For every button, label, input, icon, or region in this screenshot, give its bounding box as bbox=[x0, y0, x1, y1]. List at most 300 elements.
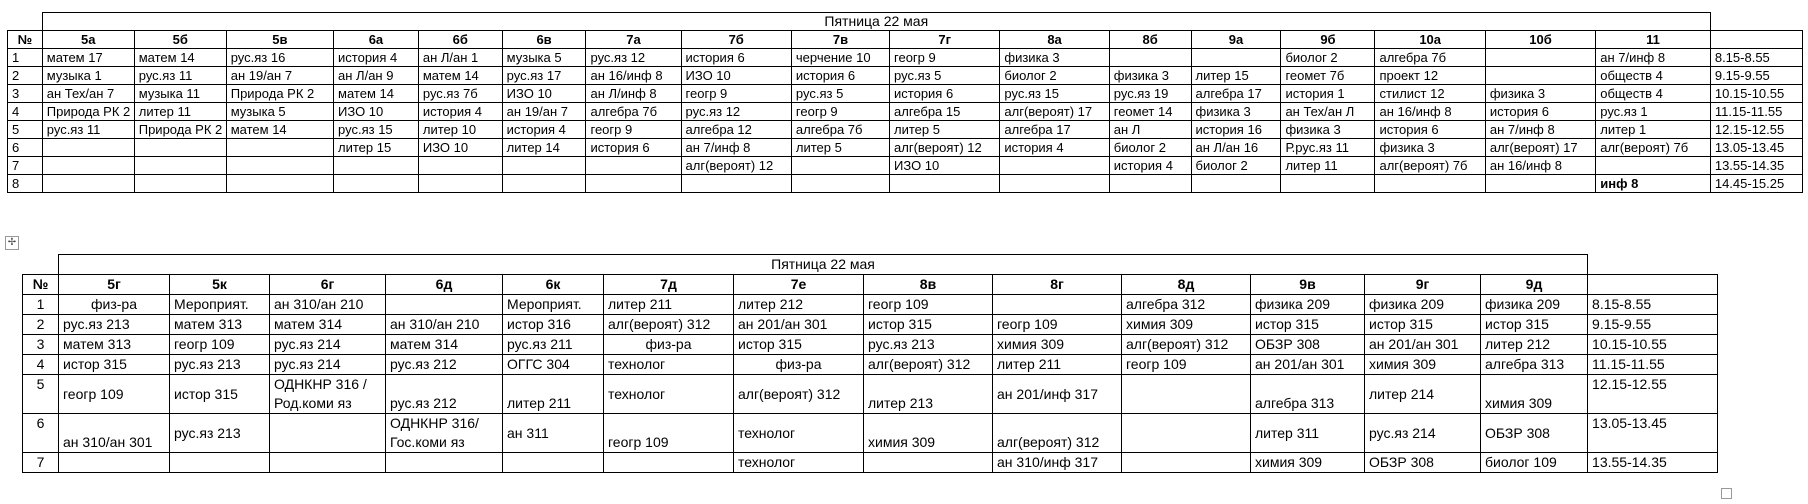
lesson-cell[interactable]: ОДНКНР 316/ Гос.коми яз bbox=[386, 414, 503, 453]
header-class-7а: 7а bbox=[586, 31, 681, 49]
lesson-cell[interactable]: химия 309 bbox=[864, 414, 993, 453]
lesson-cell[interactable] bbox=[1122, 375, 1251, 414]
lesson-cell[interactable]: алгебра 312 bbox=[1122, 295, 1251, 315]
lesson-cell[interactable]: ан 7/инф 8 bbox=[681, 139, 791, 157]
lesson-cell[interactable]: рус.яз 12 bbox=[586, 49, 681, 67]
lesson-cell[interactable]: литер 214 bbox=[1365, 375, 1481, 414]
lesson-cell[interactable]: обществ 4 bbox=[1596, 85, 1711, 103]
lesson-cell[interactable]: физика 3 bbox=[1000, 49, 1109, 67]
lesson-cell[interactable]: литер 212 bbox=[734, 295, 864, 315]
lesson-cell[interactable]: матем 313 bbox=[59, 335, 170, 355]
lesson-number[interactable]: 6 bbox=[8, 139, 43, 157]
table-title: Пятница 22 мая bbox=[42, 13, 1710, 31]
lesson-cell[interactable] bbox=[681, 175, 791, 193]
lesson-cell[interactable]: истор 316 bbox=[503, 315, 604, 335]
lesson-cell[interactable] bbox=[226, 175, 333, 193]
lesson-cell[interactable]: рус.яз 19 bbox=[1109, 85, 1191, 103]
lesson-cell[interactable]: геогр 9 bbox=[791, 103, 889, 121]
lesson-cell[interactable] bbox=[502, 157, 586, 175]
header-class-9в: 9в bbox=[1251, 275, 1365, 295]
lesson-cell[interactable]: история 1 bbox=[1281, 85, 1375, 103]
lesson-cell[interactable]: физика 3 bbox=[1281, 121, 1375, 139]
table-row bbox=[23, 335, 1718, 355]
lesson-cell[interactable]: ОГГС 304 bbox=[503, 355, 604, 375]
lesson-cell[interactable]: технолог bbox=[734, 453, 864, 473]
lesson-cell[interactable]: история 4 bbox=[1000, 139, 1109, 157]
lesson-cell[interactable]: литер 1 bbox=[1596, 121, 1711, 139]
lesson-cell[interactable]: химия 309 bbox=[1481, 375, 1588, 414]
lesson-cell[interactable]: рус.яз 214 bbox=[1365, 414, 1481, 453]
lesson-cell[interactable]: ан 201/ан 301 bbox=[734, 315, 864, 335]
lesson-cell[interactable]: литер 5 bbox=[890, 121, 1000, 139]
lesson-cell[interactable]: матем 314 bbox=[270, 315, 386, 335]
lesson-cell[interactable]: алг(вероят) 312 bbox=[1122, 335, 1251, 355]
table-row bbox=[8, 85, 1803, 103]
lesson-time[interactable]: 13.55-14.35 bbox=[1588, 453, 1718, 473]
lesson-cell[interactable]: рус.яз 213 bbox=[170, 355, 270, 375]
lesson-cell[interactable]: ИЗО 10 bbox=[334, 103, 419, 121]
title-spacer bbox=[1588, 255, 1718, 275]
lesson-cell[interactable]: истор 315 bbox=[1481, 315, 1588, 335]
lesson-cell[interactable]: биолог 2 bbox=[1000, 67, 1109, 85]
lesson-cell[interactable]: литер 311 bbox=[1251, 414, 1365, 453]
lesson-cell[interactable]: Природа РК 2 bbox=[134, 121, 226, 139]
lesson-cell[interactable]: история 4 bbox=[334, 49, 419, 67]
lesson-cell[interactable]: геогр 109 bbox=[59, 375, 170, 414]
lesson-cell[interactable]: матем 14 bbox=[226, 121, 333, 139]
lesson-cell[interactable]: геогр 109 bbox=[993, 315, 1122, 335]
lesson-cell[interactable]: истор 315 bbox=[170, 375, 270, 414]
lesson-cell[interactable]: истор 315 bbox=[59, 355, 170, 375]
lesson-cell[interactable]: химия 309 bbox=[1251, 453, 1365, 473]
lesson-cell[interactable]: рус.яз 214 bbox=[270, 355, 386, 375]
lesson-cell[interactable] bbox=[1000, 175, 1109, 193]
lesson-cell[interactable] bbox=[864, 453, 993, 473]
lesson-time[interactable]: 14.45-15.25 bbox=[1710, 175, 1802, 193]
lesson-time[interactable]: 10.15-10.55 bbox=[1588, 335, 1718, 355]
lesson-time[interactable]: 12.15-12.55 bbox=[1588, 375, 1718, 414]
table-row bbox=[23, 414, 1718, 453]
lesson-cell[interactable] bbox=[170, 453, 270, 473]
lesson-cell[interactable]: геогр 9 bbox=[890, 49, 1000, 67]
lesson-cell[interactable]: история 6 bbox=[890, 85, 1000, 103]
lesson-cell[interactable]: алгебра 15 bbox=[890, 103, 1000, 121]
lesson-cell[interactable]: ан 311 bbox=[503, 414, 604, 453]
lesson-cell[interactable]: алг(вероят) 12 bbox=[681, 157, 791, 175]
lesson-cell[interactable]: химия 309 bbox=[1122, 315, 1251, 335]
lesson-cell[interactable]: алгебра 12 bbox=[681, 121, 791, 139]
lesson-time[interactable]: 8.15-8.55 bbox=[1588, 295, 1718, 315]
lesson-cell[interactable] bbox=[226, 139, 333, 157]
header-class-7д: 7д bbox=[604, 275, 734, 295]
lesson-number[interactable]: 2 bbox=[23, 315, 59, 335]
lesson-cell[interactable]: физика 3 bbox=[1109, 67, 1191, 85]
lesson-cell[interactable] bbox=[226, 157, 333, 175]
lesson-cell[interactable]: ИЗО 10 bbox=[890, 157, 1000, 175]
lesson-cell[interactable]: матем 313 bbox=[170, 315, 270, 335]
lesson-cell[interactable] bbox=[418, 175, 502, 193]
lesson-number[interactable]: 5 bbox=[23, 375, 59, 414]
lesson-time[interactable]: 8.15-8.55 bbox=[1710, 49, 1802, 67]
lesson-cell[interactable]: истор 315 bbox=[1251, 315, 1365, 335]
lesson-cell[interactable] bbox=[604, 453, 734, 473]
lesson-cell[interactable]: истор 315 bbox=[1365, 315, 1481, 335]
header-number: № bbox=[8, 31, 43, 49]
lesson-cell[interactable]: литер 213 bbox=[864, 375, 993, 414]
lesson-cell[interactable]: ОБЗР 308 bbox=[1365, 453, 1481, 473]
lesson-cell[interactable]: алг(вероят) 7б bbox=[1375, 157, 1485, 175]
lesson-cell[interactable]: ан 201/ан 301 bbox=[1251, 355, 1365, 375]
table-row bbox=[8, 67, 1803, 85]
lesson-cell[interactable] bbox=[586, 175, 681, 193]
lesson-cell[interactable] bbox=[270, 414, 386, 453]
lesson-cell[interactable]: технолог bbox=[604, 355, 734, 375]
lesson-cell[interactable]: литер 212 bbox=[1481, 335, 1588, 355]
lesson-cell[interactable]: рус.яз 7б bbox=[418, 85, 502, 103]
lesson-cell[interactable] bbox=[1191, 49, 1281, 67]
lesson-cell[interactable] bbox=[134, 139, 226, 157]
lesson-cell[interactable]: химия 309 bbox=[993, 335, 1122, 355]
move-icon[interactable]: ✢ bbox=[5, 236, 19, 250]
lesson-cell[interactable]: ан 310/ан 210 bbox=[270, 295, 386, 315]
lesson-cell[interactable] bbox=[386, 295, 503, 315]
lesson-cell[interactable]: алгебра 7б bbox=[586, 103, 681, 121]
lesson-number[interactable]: 2 bbox=[8, 67, 43, 85]
lesson-cell[interactable] bbox=[791, 157, 889, 175]
header-class-6г: 6г bbox=[270, 275, 386, 295]
lesson-cell[interactable]: ан Л/ан 9 bbox=[334, 67, 419, 85]
lesson-cell[interactable]: ИЗО 10 bbox=[681, 67, 791, 85]
lesson-cell[interactable] bbox=[1375, 175, 1485, 193]
lesson-cell[interactable]: рус.яз 5 bbox=[791, 85, 889, 103]
lesson-cell[interactable]: ан 201/инф 317 bbox=[993, 375, 1122, 414]
lesson-cell[interactable]: геогр 109 bbox=[864, 295, 993, 315]
lesson-cell[interactable]: рус.яз 17 bbox=[502, 67, 586, 85]
lesson-cell[interactable]: ан 16/инф 8 bbox=[1485, 157, 1595, 175]
timetable-top bbox=[7, 12, 1803, 193]
lesson-cell[interactable]: биолог 2 bbox=[1191, 157, 1281, 175]
lesson-cell[interactable]: истор 315 bbox=[864, 315, 993, 335]
title-spacer bbox=[23, 255, 59, 275]
lesson-cell[interactable]: рус.яз 213 bbox=[59, 315, 170, 335]
lesson-number[interactable]: 3 bbox=[23, 335, 59, 355]
lesson-cell[interactable]: рус.яз 1 bbox=[1596, 103, 1711, 121]
lesson-cell[interactable] bbox=[1122, 453, 1251, 473]
lesson-cell[interactable]: обществ 4 bbox=[1596, 67, 1711, 85]
lesson-cell[interactable]: технолог bbox=[604, 375, 734, 414]
lesson-cell[interactable]: литер 211 bbox=[993, 355, 1122, 375]
lesson-cell[interactable]: алгебра 7б bbox=[1375, 49, 1485, 67]
lesson-cell[interactable]: история 4 bbox=[418, 103, 502, 121]
lesson-cell[interactable]: ИЗО 10 bbox=[502, 85, 586, 103]
lesson-cell[interactable]: физика 209 bbox=[1481, 295, 1588, 315]
lesson-cell[interactable]: ан 310/ан 301 bbox=[59, 414, 170, 453]
lesson-cell[interactable] bbox=[1109, 175, 1191, 193]
lesson-cell[interactable]: литер 5 bbox=[791, 139, 889, 157]
lesson-cell[interactable]: физика 3 bbox=[1375, 139, 1485, 157]
lesson-cell[interactable]: история 4 bbox=[502, 121, 586, 139]
lesson-cell[interactable]: алг(вероят) 312 bbox=[993, 414, 1122, 453]
lesson-cell[interactable]: истор 315 bbox=[734, 335, 864, 355]
lesson-cell[interactable]: ОБЗР 308 bbox=[1481, 414, 1588, 453]
lesson-cell[interactable]: рус.яз 211 bbox=[503, 335, 604, 355]
lesson-cell[interactable]: геогр 109 bbox=[604, 414, 734, 453]
lesson-cell[interactable] bbox=[791, 175, 889, 193]
lesson-cell[interactable]: химия 309 bbox=[1365, 355, 1481, 375]
lesson-time[interactable]: 13.05-13.45 bbox=[1588, 414, 1718, 453]
lesson-cell[interactable] bbox=[502, 175, 586, 193]
lesson-cell[interactable]: черчение 10 bbox=[791, 49, 889, 67]
header-class-5г: 5г bbox=[59, 275, 170, 295]
lesson-number[interactable]: 4 bbox=[8, 103, 43, 121]
lesson-cell[interactable]: ан 7/инф 8 bbox=[1485, 121, 1595, 139]
lesson-cell[interactable]: ан Л bbox=[1109, 121, 1191, 139]
lesson-time[interactable]: 13.55-14.35 bbox=[1710, 157, 1802, 175]
header-time bbox=[1710, 31, 1802, 49]
lesson-cell[interactable]: ан Л/ан 16 bbox=[1191, 139, 1281, 157]
table-row bbox=[23, 295, 1718, 315]
header-class-6б: 6б bbox=[418, 31, 502, 49]
lesson-cell[interactable]: литер 11 bbox=[134, 103, 226, 121]
lesson-cell[interactable]: матем 14 bbox=[418, 67, 502, 85]
lesson-cell[interactable]: история 4 bbox=[1109, 157, 1191, 175]
lesson-cell[interactable]: Мероприят. bbox=[170, 295, 270, 315]
lesson-cell[interactable]: история 16 bbox=[1191, 121, 1281, 139]
lesson-cell[interactable]: ан 201/ан 301 bbox=[1365, 335, 1481, 355]
lesson-time[interactable]: 13.05-13.45 bbox=[1710, 139, 1802, 157]
lesson-cell[interactable] bbox=[1596, 157, 1711, 175]
lesson-cell[interactable]: рус.яз 212 bbox=[386, 355, 503, 375]
lesson-cell[interactable] bbox=[1122, 414, 1251, 453]
lesson-cell[interactable]: рус.яз 212 bbox=[386, 375, 503, 414]
lesson-cell[interactable]: история 6 bbox=[681, 49, 791, 67]
header-class-8г: 8г bbox=[993, 275, 1122, 295]
lesson-cell[interactable]: ан 16/инф 8 bbox=[1375, 103, 1485, 121]
lesson-number[interactable]: 7 bbox=[23, 453, 59, 473]
lesson-cell[interactable]: ИЗО 10 bbox=[418, 139, 502, 157]
lesson-cell[interactable]: ан 19/ан 7 bbox=[226, 67, 333, 85]
lesson-number[interactable]: 1 bbox=[23, 295, 59, 315]
lesson-cell[interactable]: алг(вероят) 312 bbox=[734, 375, 864, 414]
lesson-cell[interactable]: Мероприят. bbox=[503, 295, 604, 315]
resize-icon[interactable] bbox=[1721, 488, 1732, 499]
lesson-cell[interactable] bbox=[134, 175, 226, 193]
header-class-7в: 7в bbox=[791, 31, 889, 49]
lesson-number[interactable]: 8 bbox=[8, 175, 43, 193]
lesson-cell[interactable]: алгебра 313 bbox=[1251, 375, 1365, 414]
header-class-6а: 6а bbox=[334, 31, 419, 49]
header-class-5а: 5а bbox=[42, 31, 134, 49]
lesson-cell[interactable]: рус.яз 214 bbox=[270, 335, 386, 355]
header-number: № bbox=[23, 275, 59, 295]
lesson-cell[interactable]: ан 310/инф 317 bbox=[993, 453, 1122, 473]
lesson-cell[interactable]: музыка 1 bbox=[42, 67, 134, 85]
lesson-cell[interactable]: геогр 109 bbox=[1122, 355, 1251, 375]
lesson-cell[interactable] bbox=[1191, 175, 1281, 193]
lesson-cell[interactable]: геогр 109 bbox=[170, 335, 270, 355]
lesson-cell[interactable] bbox=[59, 453, 170, 473]
lesson-cell[interactable]: алг(вероят) 17 bbox=[1000, 103, 1109, 121]
lesson-cell[interactable]: рус.яз 5 bbox=[890, 67, 1000, 85]
lesson-cell[interactable]: ан 7/инф 8 bbox=[1596, 49, 1711, 67]
lesson-time[interactable]: 9.15-9.55 bbox=[1710, 67, 1802, 85]
header-class-8д: 8д bbox=[1122, 275, 1251, 295]
lesson-cell[interactable] bbox=[418, 157, 502, 175]
lesson-cell[interactable]: литер 14 bbox=[502, 139, 586, 157]
lesson-cell[interactable] bbox=[586, 157, 681, 175]
lesson-number[interactable]: 7 bbox=[8, 157, 43, 175]
lesson-time[interactable]: 9.15-9.55 bbox=[1588, 315, 1718, 335]
lesson-cell[interactable]: алгебра 17 bbox=[1000, 121, 1109, 139]
table-row bbox=[8, 175, 1803, 193]
lesson-cell[interactable]: алг(вероят) 17 bbox=[1485, 139, 1595, 157]
table-row bbox=[8, 139, 1803, 157]
lesson-cell[interactable]: литер 10 bbox=[418, 121, 502, 139]
lesson-cell[interactable]: история 6 bbox=[1485, 103, 1595, 121]
lesson-cell[interactable]: физ-ра bbox=[604, 335, 734, 355]
table-row bbox=[8, 49, 1803, 67]
lesson-cell[interactable]: физ-ра bbox=[734, 355, 864, 375]
lesson-time[interactable]: 12.15-12.55 bbox=[1710, 121, 1802, 139]
table-row bbox=[8, 157, 1803, 175]
lesson-cell[interactable]: Природа РК 2 bbox=[226, 85, 333, 103]
lesson-cell[interactable]: ан Л/инф 8 bbox=[586, 85, 681, 103]
lesson-cell[interactable]: литер 211 bbox=[604, 295, 734, 315]
lesson-cell[interactable]: история 6 bbox=[586, 139, 681, 157]
lesson-cell[interactable]: история 6 bbox=[791, 67, 889, 85]
lesson-cell[interactable]: литер 11 bbox=[1281, 157, 1375, 175]
lesson-cell[interactable]: алг(вероят) 312 bbox=[864, 355, 993, 375]
header-class-9д: 9д bbox=[1481, 275, 1588, 295]
lesson-cell[interactable]: рус.яз 15 bbox=[334, 121, 419, 139]
header-class-9а: 9а bbox=[1191, 31, 1281, 49]
lesson-cell[interactable] bbox=[1485, 67, 1595, 85]
lesson-cell[interactable]: ан 19/ан 7 bbox=[502, 103, 586, 121]
lesson-cell[interactable]: алгебра 313 bbox=[1481, 355, 1588, 375]
lesson-cell[interactable]: алг(вероят) 7б bbox=[1596, 139, 1711, 157]
lesson-cell[interactable]: ан Тех/ан 7 bbox=[42, 85, 134, 103]
lesson-cell[interactable] bbox=[42, 157, 134, 175]
lesson-cell[interactable]: ан Л/ан 1 bbox=[418, 49, 502, 67]
header-class-8в: 8в bbox=[864, 275, 993, 295]
lesson-cell[interactable] bbox=[334, 175, 419, 193]
lesson-cell[interactable]: биолог 2 bbox=[1109, 139, 1191, 157]
lesson-cell[interactable]: алг(вероят) 312 bbox=[604, 315, 734, 335]
header-class-9б: 9б bbox=[1281, 31, 1375, 49]
table-row bbox=[23, 315, 1718, 335]
header-class-8б: 8б bbox=[1109, 31, 1191, 49]
lesson-cell[interactable]: геогр 9 bbox=[586, 121, 681, 139]
lesson-cell[interactable]: матем 17 bbox=[42, 49, 134, 67]
lesson-cell[interactable]: ан 16/инф 8 bbox=[586, 67, 681, 85]
lesson-cell[interactable]: история 6 bbox=[1375, 121, 1485, 139]
lesson-cell[interactable]: технолог bbox=[734, 414, 864, 453]
table-row bbox=[23, 355, 1718, 375]
lesson-cell[interactable]: рус.яз 213 bbox=[864, 335, 993, 355]
lesson-cell[interactable] bbox=[1281, 175, 1375, 193]
lesson-cell[interactable]: геомет 7б bbox=[1281, 67, 1375, 85]
lesson-cell[interactable] bbox=[890, 175, 1000, 193]
lesson-cell[interactable]: рус.яз 11 bbox=[42, 121, 134, 139]
header-class-5к: 5к bbox=[170, 275, 270, 295]
lesson-time[interactable]: 11.15-11.55 bbox=[1588, 355, 1718, 375]
lesson-number[interactable]: 1 bbox=[8, 49, 43, 67]
lesson-number[interactable]: 4 bbox=[23, 355, 59, 375]
lesson-cell[interactable]: геогр 9 bbox=[681, 85, 791, 103]
lesson-cell[interactable]: рус.яз 16 bbox=[226, 49, 333, 67]
lesson-cell[interactable] bbox=[42, 139, 134, 157]
header-class-9г: 9г bbox=[1365, 275, 1481, 295]
lesson-cell[interactable] bbox=[270, 453, 386, 473]
lesson-cell[interactable]: рус.яз 12 bbox=[681, 103, 791, 121]
lesson-cell[interactable]: физика 3 bbox=[1191, 103, 1281, 121]
lesson-cell[interactable]: литер 15 bbox=[334, 139, 419, 157]
lesson-cell[interactable]: рус.яз 213 bbox=[170, 414, 270, 453]
lesson-cell[interactable] bbox=[42, 175, 134, 193]
timetable-bottom bbox=[22, 254, 1718, 473]
lesson-cell[interactable] bbox=[386, 453, 503, 473]
lesson-cell[interactable]: алгебра 7б bbox=[791, 121, 889, 139]
lesson-cell[interactable]: инф 8 bbox=[1596, 175, 1711, 193]
header-time bbox=[1588, 275, 1718, 295]
lesson-cell[interactable]: матем 14 bbox=[334, 85, 419, 103]
lesson-cell[interactable]: физика 3 bbox=[1485, 85, 1595, 103]
lesson-cell[interactable]: ан Тех/ан Л bbox=[1281, 103, 1375, 121]
lesson-cell[interactable]: ОБЗР 308 bbox=[1251, 335, 1365, 355]
lesson-cell[interactable]: матем 14 bbox=[134, 49, 226, 67]
lesson-cell[interactable]: физика 209 bbox=[1365, 295, 1481, 315]
lesson-cell[interactable]: биолог 2 bbox=[1281, 49, 1375, 67]
lesson-cell[interactable] bbox=[134, 157, 226, 175]
lesson-cell[interactable]: музыка 11 bbox=[134, 85, 226, 103]
lesson-cell[interactable]: стилист 12 bbox=[1375, 85, 1485, 103]
lesson-cell[interactable]: литер 211 bbox=[503, 375, 604, 414]
lesson-cell[interactable]: ан 310/ан 210 bbox=[386, 315, 503, 335]
lesson-cell[interactable]: физика 209 bbox=[1251, 295, 1365, 315]
lesson-cell[interactable]: Природа РК 2 bbox=[42, 103, 134, 121]
lesson-cell[interactable]: литер 15 bbox=[1191, 67, 1281, 85]
lesson-time[interactable]: 10.15-10.55 bbox=[1710, 85, 1802, 103]
lesson-cell[interactable]: алгебра 17 bbox=[1191, 85, 1281, 103]
lesson-cell[interactable]: рус.яз 11 bbox=[134, 67, 226, 85]
lesson-cell[interactable] bbox=[1109, 49, 1191, 67]
lesson-cell[interactable]: Р.рус.яз 11 bbox=[1281, 139, 1375, 157]
lesson-cell[interactable]: алг(вероят) 12 bbox=[890, 139, 1000, 157]
lesson-number[interactable]: 3 bbox=[8, 85, 43, 103]
lesson-cell[interactable]: геомет 14 bbox=[1109, 103, 1191, 121]
lesson-cell[interactable]: физ-ра bbox=[59, 295, 170, 315]
lesson-cell[interactable] bbox=[1485, 49, 1595, 67]
lesson-cell[interactable]: биолог 109 bbox=[1481, 453, 1588, 473]
lesson-number[interactable]: 5 bbox=[8, 121, 43, 139]
lesson-cell[interactable] bbox=[1000, 157, 1109, 175]
header-class-8а: 8а bbox=[1000, 31, 1109, 49]
lesson-cell[interactable]: рус.яз 15 bbox=[1000, 85, 1109, 103]
header-class-5в: 5в bbox=[226, 31, 333, 49]
lesson-cell[interactable] bbox=[1485, 175, 1595, 193]
lesson-number[interactable]: 6 bbox=[23, 414, 59, 453]
lesson-cell[interactable]: музыка 5 bbox=[226, 103, 333, 121]
lesson-cell[interactable] bbox=[993, 295, 1122, 315]
lesson-cell[interactable]: ОДНКНР 316 /Род.коми яз bbox=[270, 375, 386, 414]
lesson-cell[interactable] bbox=[503, 453, 604, 473]
lesson-cell[interactable]: проект 12 bbox=[1375, 67, 1485, 85]
lesson-cell[interactable] bbox=[334, 157, 419, 175]
header-class-10б: 10б bbox=[1485, 31, 1595, 49]
lesson-cell[interactable]: музыка 5 bbox=[502, 49, 586, 67]
lesson-time[interactable]: 11.15-11.55 bbox=[1710, 103, 1802, 121]
lesson-cell[interactable]: матем 314 bbox=[386, 335, 503, 355]
